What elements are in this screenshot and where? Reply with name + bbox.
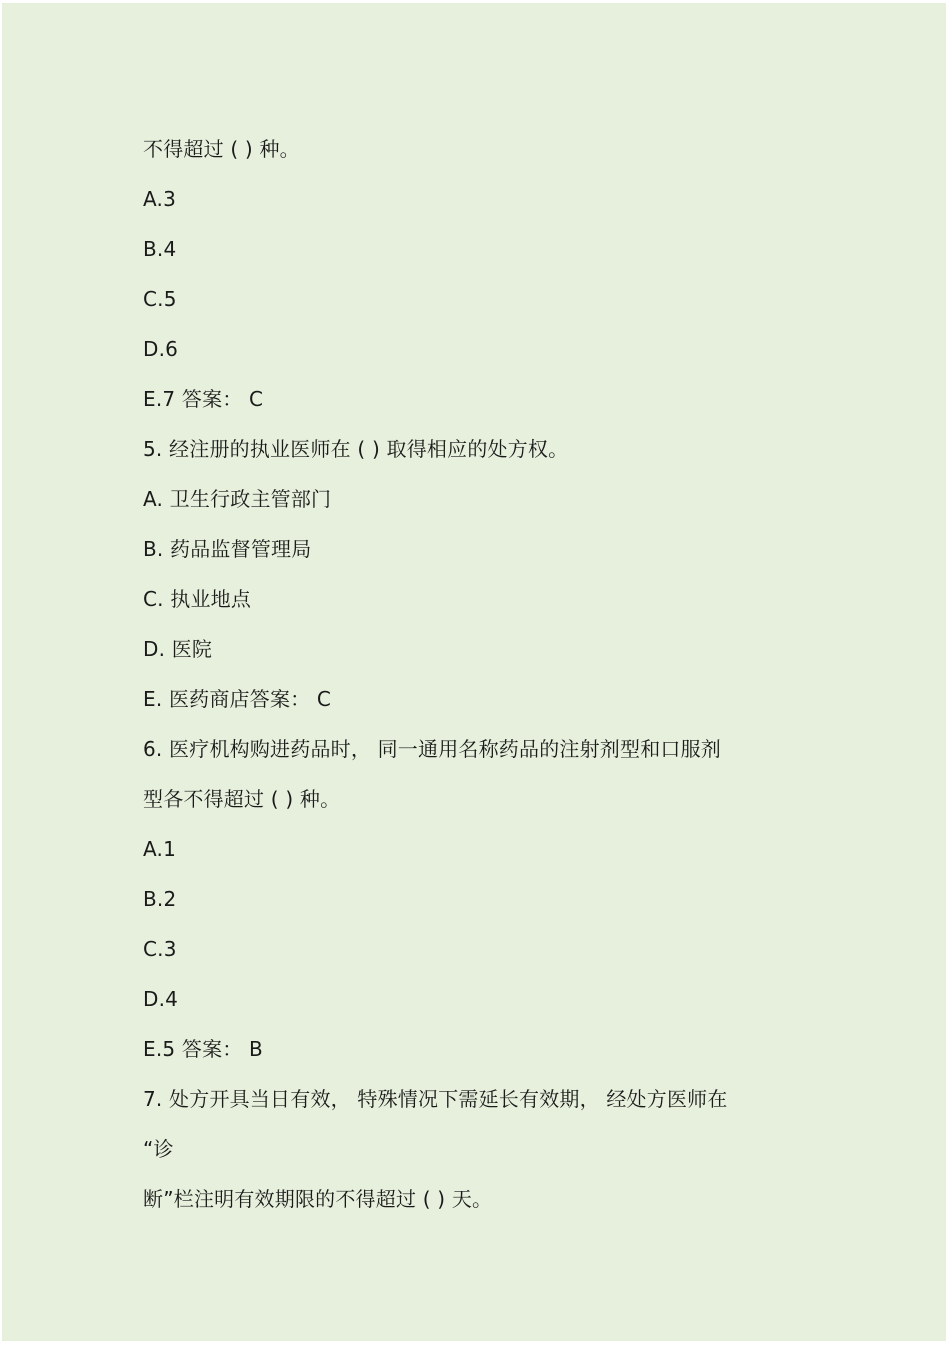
option-e-answer: E.7 答案： C (143, 387, 264, 411)
option-a: A. 卫生行政主管部门 (143, 487, 332, 511)
question-7-continued: 断”栏注明有效期限的不得超过 ( ) 天。 (143, 1187, 493, 1211)
option-a: A.3 (143, 187, 177, 211)
option-b: B.2 (143, 887, 177, 911)
option-b: B. 药品监督管理局 (143, 537, 312, 561)
document-body (143, 129, 803, 1229)
option-c: C.3 (143, 937, 177, 961)
question-7: 7. 处方开具当日有效， 特殊情况下需延长有效期， 经处方医师在 (143, 1087, 728, 1111)
option-a: A.1 (143, 837, 177, 861)
document-page (2, 3, 946, 1341)
question-5: 5. 经注册的执业医师在 ( ) 取得相应的处方权。 (143, 437, 569, 461)
option-d: D. 医院 (143, 637, 213, 661)
text-line: 不得超过 ( ) 种。 (143, 137, 300, 161)
question-6-continued: 型各不得超过 ( ) 种。 (143, 787, 341, 811)
option-c: C. 执业地点 (143, 587, 252, 611)
option-b: B.4 (143, 237, 177, 261)
question-7-continued: “诊 (143, 1137, 174, 1161)
option-c: C.5 (143, 287, 177, 311)
option-d: D.6 (143, 337, 179, 361)
question-6: 6. 医疗机构购进药品时， 同一通用名称药品的注射剂型和口服剂 (143, 737, 721, 761)
option-e-answer: E. 医药商店答案： C (143, 687, 332, 711)
option-e-answer: E.5 答案： B (143, 1037, 263, 1061)
option-d: D.4 (143, 987, 179, 1011)
